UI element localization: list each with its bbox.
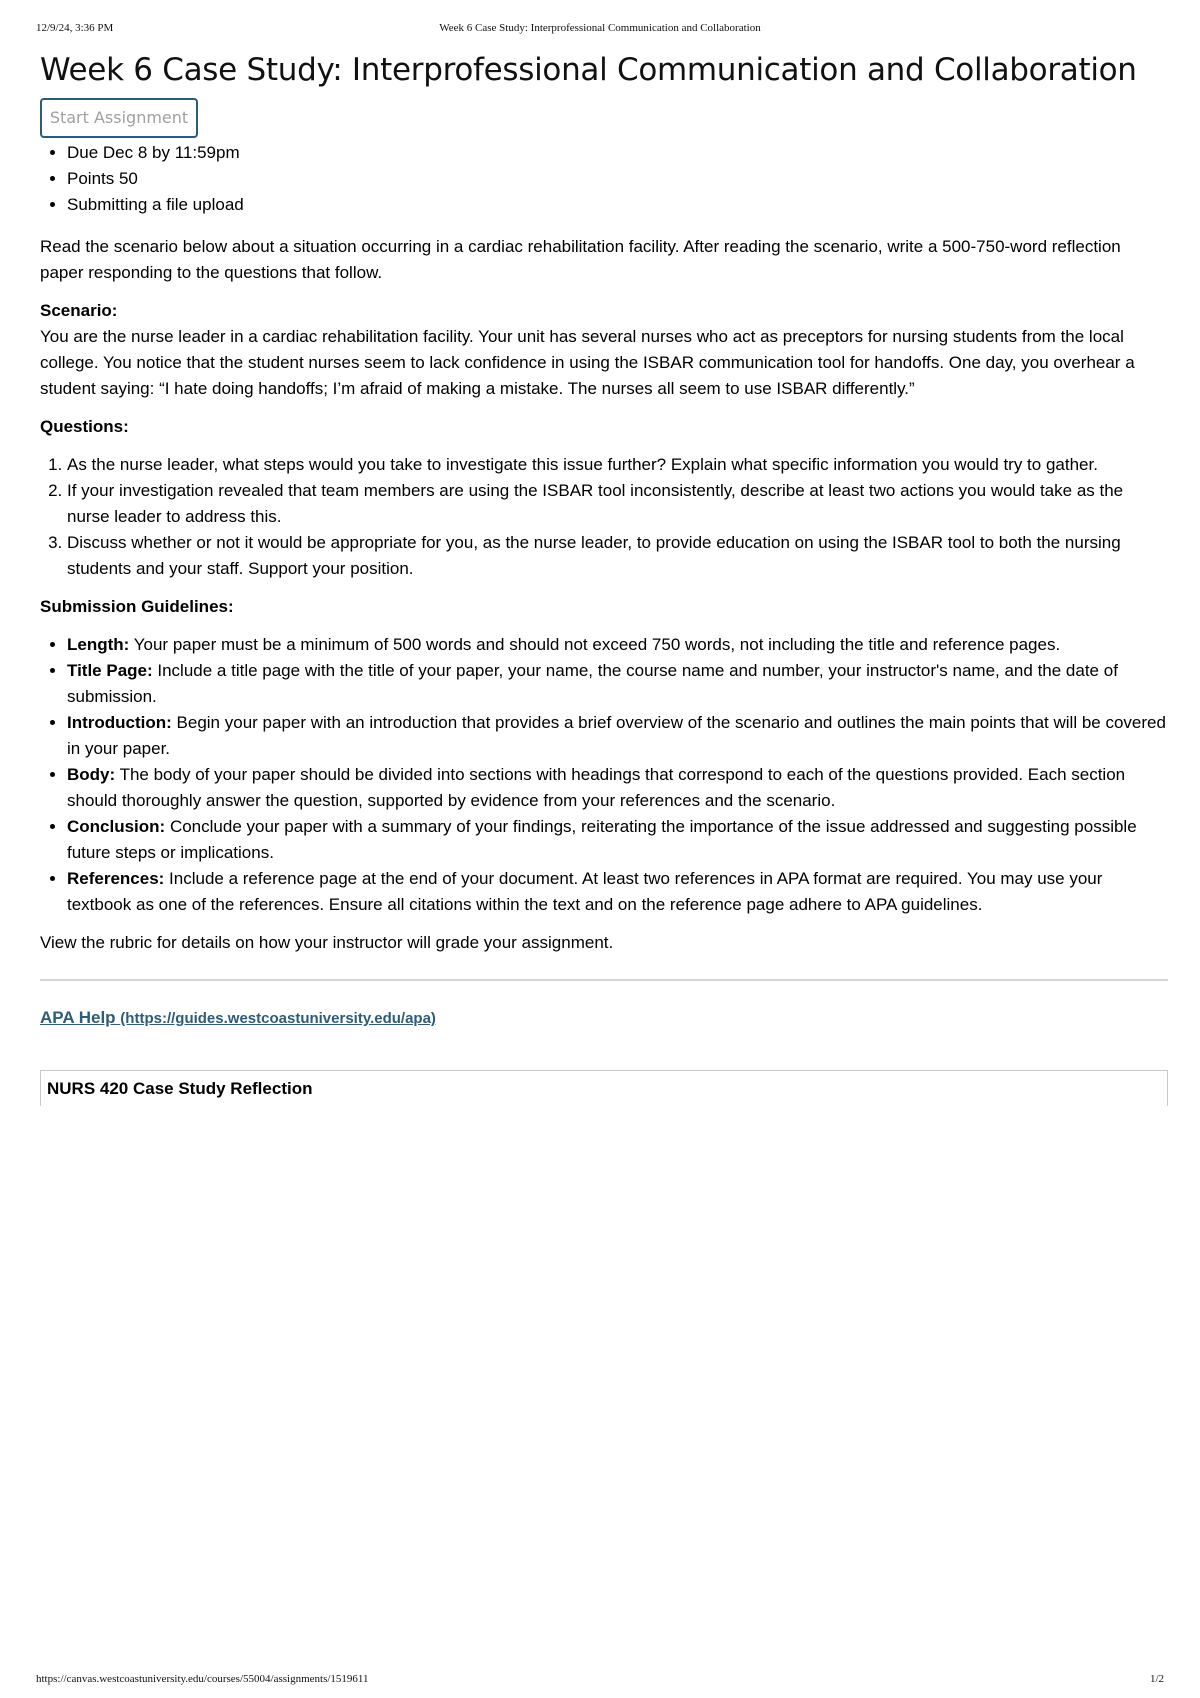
assignment-details	[40, 140, 1168, 218]
guidelines-heading: Submission Guidelines:	[40, 597, 234, 616]
points: • Points 50	[67, 166, 1168, 192]
apa-help-url: (https://guides.westcoastuniversity.edu/apa)	[120, 1010, 436, 1027]
print-header-title: Week 6 Case Study: Interprofessional Communication and Collaboration	[439, 22, 761, 34]
question-item: 3. Discuss whether or not it would be appropriate for you, as the nurse leader, to provide education on using the ISBAR tool to both the nursing students and your staff. Support your position.	[67, 530, 1168, 582]
start-assignment-button[interactable]: Start Assignment	[40, 98, 198, 138]
print-footer	[36, 1673, 1164, 1689]
questions-heading: Questions:	[40, 417, 129, 436]
question-item: 1. As the nurse leader, what steps would you take to investigate this issue further? Explain what specific information you would try to gather.	[67, 452, 1168, 478]
guideline-text: The body of your paper should be divided into sections with headings that correspond to each of the questions provided. Each section should thoroughly answer the question, supported by evidence from your references and the scenario.	[67, 765, 1126, 810]
apa-help-label: APA Help	[40, 1008, 116, 1027]
assignment-content	[40, 46, 1168, 1106]
print-url: https://canvas.westcoastuniversity.edu/courses/55004/assignments/1519611	[36, 1673, 369, 1685]
guideline-term: References:	[67, 869, 165, 888]
guidelines-list	[40, 632, 1168, 918]
guideline-length	[67, 632, 1168, 658]
guideline-term: Introduction:	[67, 713, 172, 732]
guideline-text: Begin your paper with an introduction that provides a brief overview of the scenario and outlines the main points that will be covered in your paper.	[67, 713, 1166, 758]
guideline-body	[67, 762, 1168, 814]
guideline-title-page	[67, 658, 1168, 710]
page-title: Week 6 Case Study: Interprofessional Communication and Collaboration	[40, 52, 1137, 88]
guideline-introduction	[67, 710, 1168, 762]
scenario-text: You are the nurse leader in a cardiac rehabilitation facility. Your unit has several nurses who act as preceptors for nursing students from the local college. You notice that the student nurses seem to lack confidence in using the ISBAR communication tool for handoffs. One day, you overhear a student saying: “I hate doing handoffs; I’m afraid of making a mistake. The nurses all seem to use ISBAR differently.”	[40, 327, 1135, 398]
guideline-text: Conclude your paper with a summary of your findings, reiterating the importance of the issue addressed and suggesting possible future steps or implications.	[67, 817, 1137, 862]
submission-type: • Submitting a file upload	[67, 192, 1168, 218]
intro-paragraph: Read the scenario below about a situation occurring in a cardiac rehabilitation facility. After reading the scenario, write a 500-750-word reflection paper responding to the questions that follow.	[40, 237, 1121, 282]
questions-list	[40, 452, 1168, 582]
guideline-text: Your paper must be a minimum of 500 words and should not exceed 750 words, not including the title and reference pages.	[129, 635, 1061, 654]
guideline-text: Include a title page with the title of your paper, your name, the course name and number, your instructor's name, and the date of submission.	[67, 661, 1118, 706]
print-header	[36, 22, 1164, 38]
apa-help-link[interactable]	[40, 1005, 436, 1032]
page-number: 1/2	[1149, 1673, 1164, 1685]
guideline-references	[67, 866, 1168, 918]
scenario-section	[40, 298, 1168, 402]
rubric-table-header	[40, 1070, 1168, 1106]
rubric-title: NURS 420 Case Study Reflection	[47, 1079, 313, 1098]
rubric-note: View the rubric for details on how your instructor will grade your assignment.	[40, 933, 614, 952]
scenario-heading: Scenario:	[40, 301, 118, 320]
section-divider	[40, 979, 1168, 981]
guideline-term: Title Page:	[67, 661, 153, 680]
question-item: 2. If your investigation revealed that team members are using the ISBAR tool inconsistently, describe at least two actions you would take as the nurse leader to address this.	[67, 478, 1168, 530]
due-date: • Due Dec 8 by 11:59pm	[67, 140, 1168, 166]
guideline-term: Conclusion:	[67, 817, 166, 836]
guideline-text: Include a reference page at the end of your document. At least two references in APA format are required. You may use your textbook as one of the references. Ensure all citations within the text and on the reference page adhere to APA guidelines.	[67, 869, 1103, 914]
guideline-term: Body:	[67, 765, 116, 784]
guideline-term: Length:	[67, 635, 130, 654]
print-date: 12/9/24, 3:36 PM	[36, 22, 114, 34]
guideline-conclusion	[67, 814, 1168, 866]
